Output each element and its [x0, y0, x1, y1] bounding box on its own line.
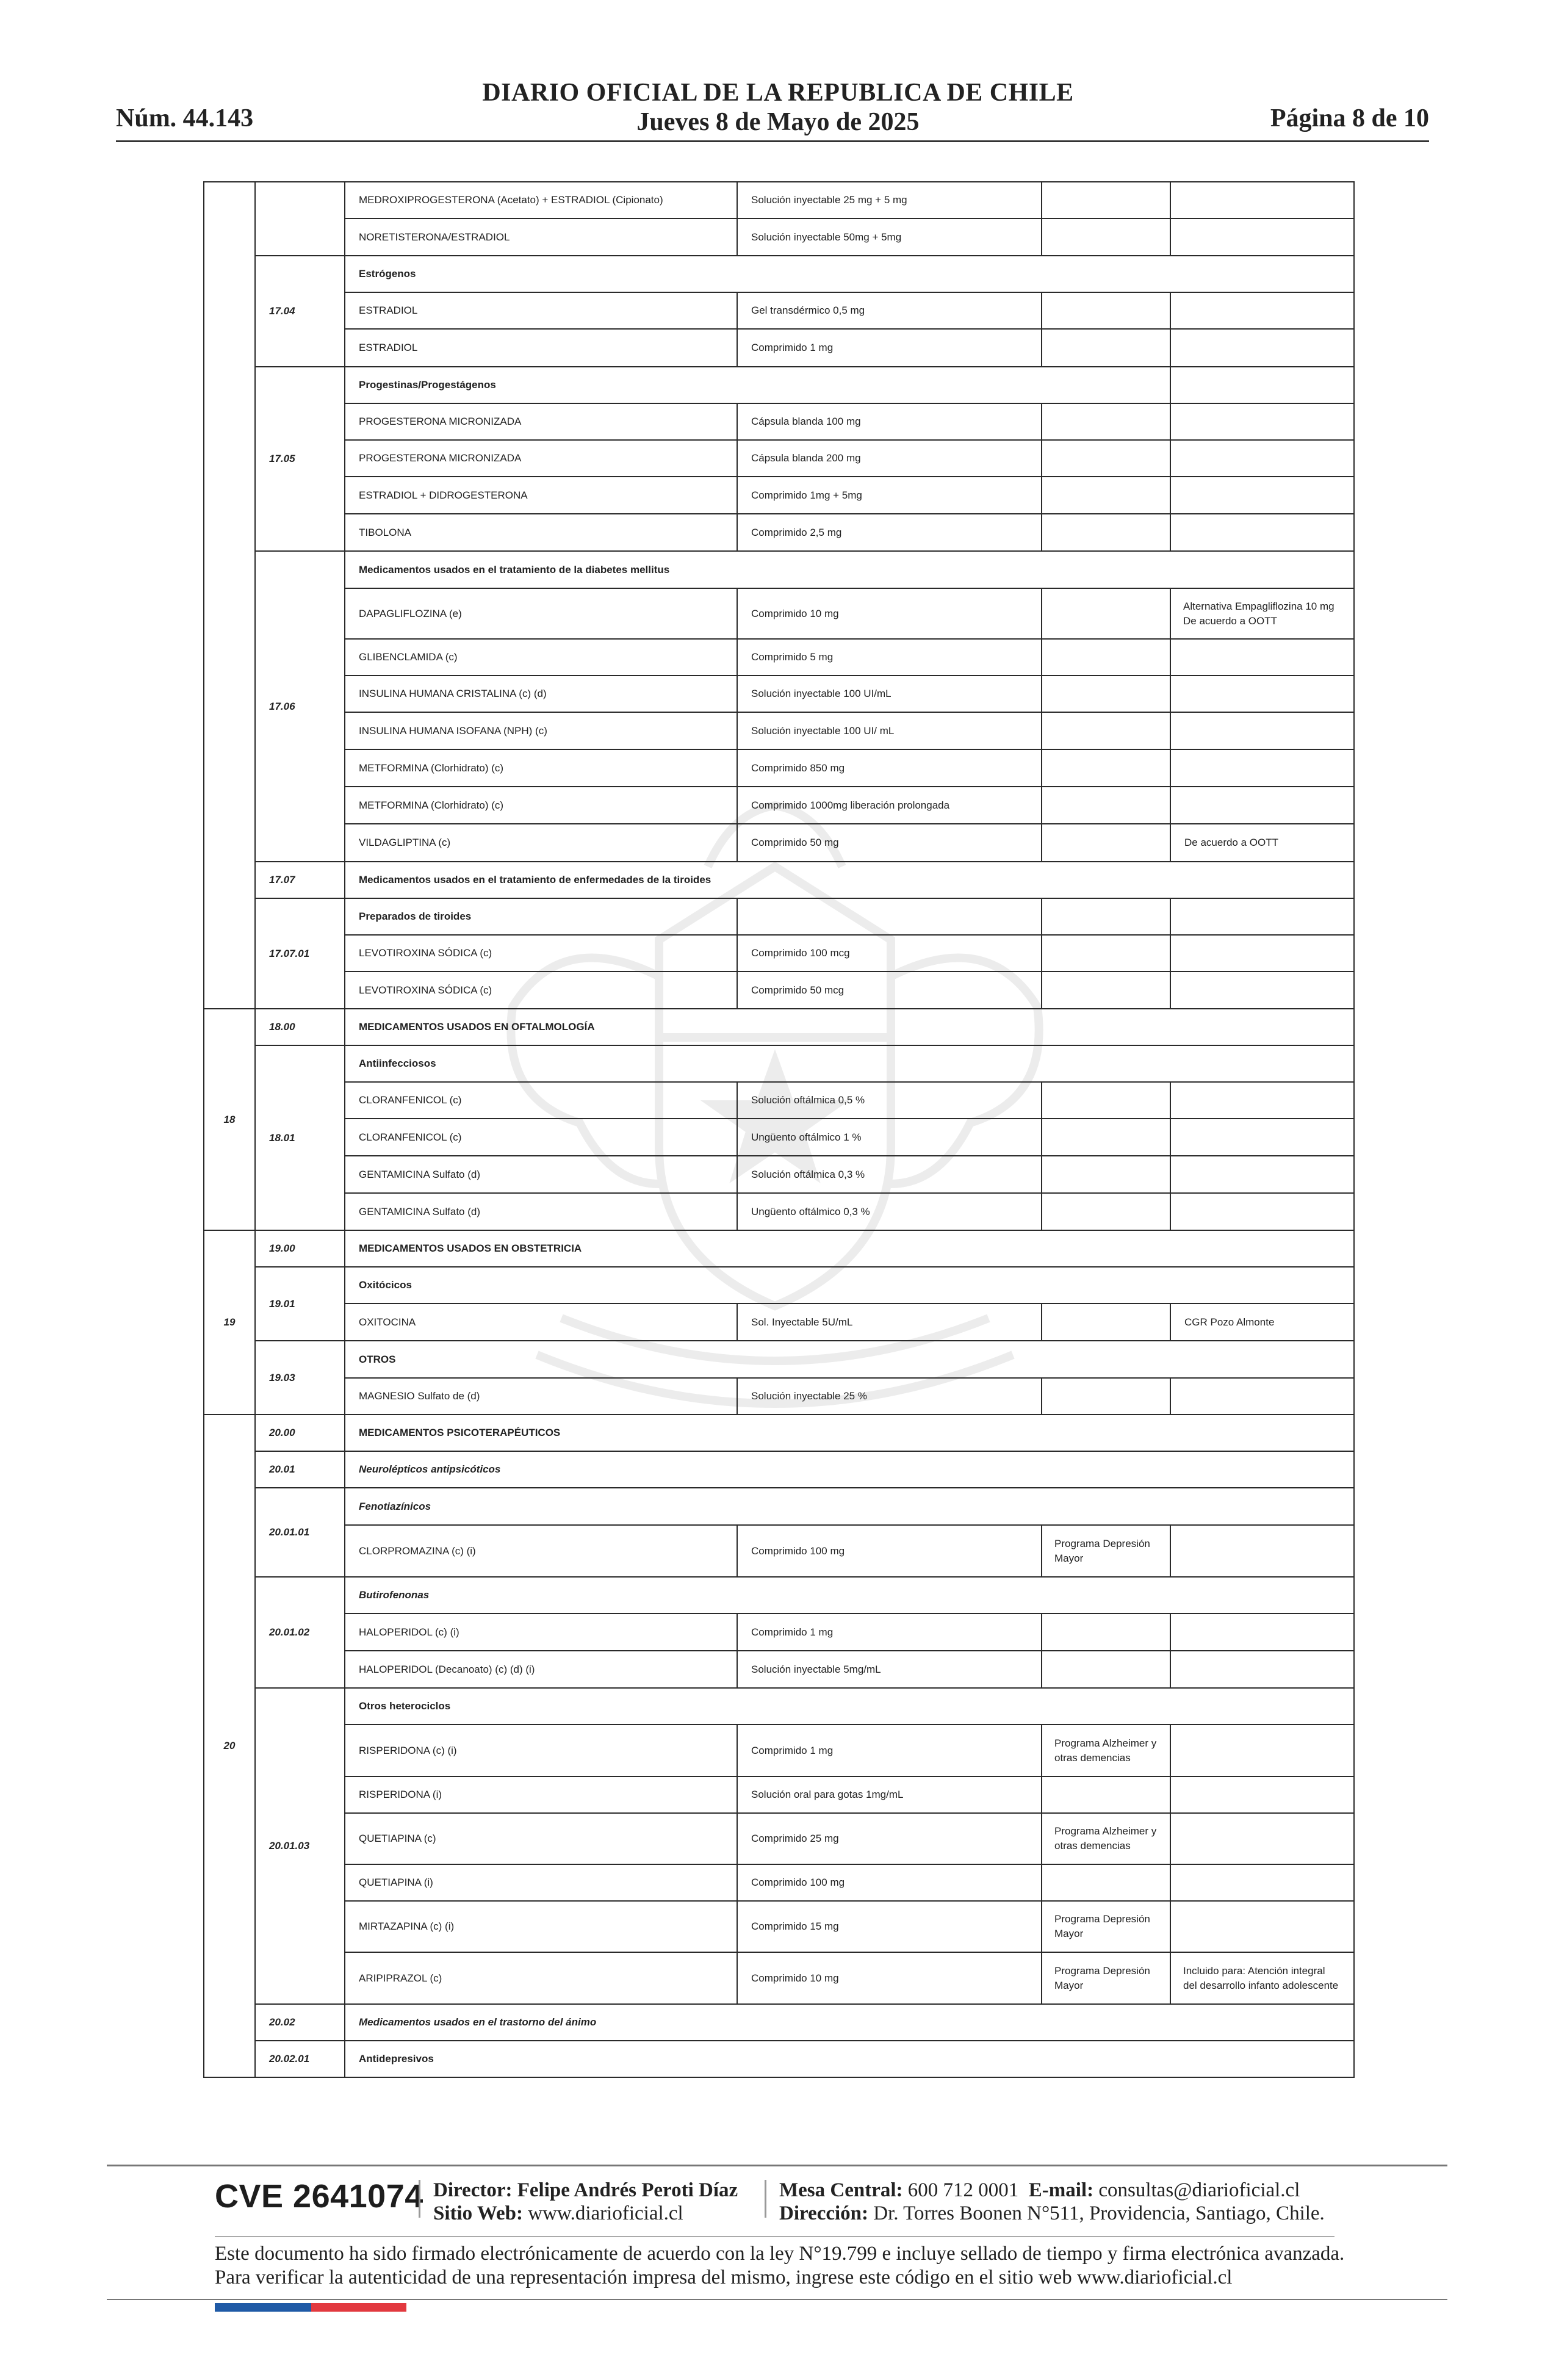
program-cell [1041, 1650, 1171, 1689]
code-cell: 17.07 [254, 861, 345, 899]
drug-form-cell [737, 898, 1042, 936]
drug-name-cell: QUETIAPINA (c) [344, 1812, 738, 1865]
drug-form-cell: Ungüento oftálmico 1 % [737, 1118, 1042, 1156]
program-cell [1041, 403, 1171, 441]
note-cell [1170, 971, 1355, 1009]
code-cell: 17.07.01 [254, 898, 345, 1009]
program-cell [1041, 675, 1171, 713]
code-cell: 17.04 [254, 255, 345, 367]
code-cell: 20.02.01 [254, 2040, 345, 2078]
note-cell [1170, 898, 1355, 936]
drug-name-cell: CLORANFENICOL (c) [344, 1081, 738, 1119]
flag-bar-blue [215, 2303, 311, 2312]
section-header-cell: Progestinas/Progestágenos [344, 366, 1171, 404]
drug-name-cell: CLORANFENICOL (c) [344, 1118, 738, 1156]
drug-name-cell: LEVOTIROXINA SÓDICA (c) [344, 934, 738, 972]
drug-form-cell: Solución inyectable 25 mg + 5 mg [737, 181, 1042, 219]
drug-name-cell: HALOPERIDOL (Decanoato) (c) (d) (i) [344, 1650, 738, 1689]
flag-bar-red [311, 2303, 406, 2312]
code-cell: 20.01.02 [254, 1576, 345, 1689]
drug-name-cell: RISPERIDONA (i) [344, 1776, 738, 1814]
drug-name-cell: MEDROXIPROGESTERONA (Acetato) + ESTRADIOL (Cipionato) [344, 181, 738, 219]
program-cell [1041, 1377, 1171, 1415]
code-cell: 19.01 [254, 1266, 345, 1341]
newspaper-title: DIARIO OFICIAL DE LA REPUBLICA DE CHILE [482, 79, 1074, 107]
note-cell [1170, 749, 1355, 787]
drug-name-cell: OXITOCINA [344, 1303, 738, 1341]
drug-name-cell: INSULINA HUMANA CRISTALINA (c) (d) [344, 675, 738, 713]
drug-form-cell: Comprimido 2,5 mg [737, 513, 1042, 552]
website-link[interactable]: www.diarioficial.cl [528, 2202, 683, 2224]
program-cell: Programa Depresión Mayor [1041, 1952, 1171, 2005]
drug-name-cell: ESTRADIOL [344, 328, 738, 367]
issue-date: Jueves 8 de Mayo de 2025 [636, 108, 920, 136]
code-cell: 20.01 [254, 1451, 345, 1488]
program-cell [1041, 1776, 1171, 1814]
note-cell [1170, 712, 1355, 750]
director-label: Director: [433, 2179, 513, 2201]
drug-name-cell: RISPERIDONA (c) (i) [344, 1724, 738, 1777]
note-cell [1170, 638, 1355, 676]
program-cell [1041, 588, 1171, 640]
drug-name-cell: CLORPROMAZINA (c) (i) [344, 1524, 738, 1578]
program-cell [1041, 476, 1171, 514]
program-cell [1041, 749, 1171, 787]
program-cell [1041, 1192, 1171, 1231]
drug-name-cell: NORETISTERONA/ESTRADIOL [344, 218, 738, 256]
program-cell [1041, 1303, 1171, 1341]
drug-name-cell: HALOPERIDOL (c) (i) [344, 1613, 738, 1651]
drug-form-cell: Comprimido 850 mg [737, 749, 1042, 787]
drug-name-cell: GENTAMICINA Sulfato (d) [344, 1192, 738, 1231]
code-cell: 19.00 [254, 1230, 345, 1268]
drug-form-cell: Solución inyectable 100 UI/ mL [737, 712, 1042, 750]
drug-name-cell: VILDAGLIPTINA (c) [344, 823, 738, 862]
note-cell [1170, 218, 1355, 256]
note-cell [1170, 292, 1355, 330]
section-header-cell: MEDICAMENTOS USADOS EN OFTALMOLOGÍA [344, 1008, 1355, 1046]
section-header-cell: Medicamentos usados en el tratamiento de la diabetes mellitus [344, 550, 1355, 589]
program-cell [1041, 898, 1171, 936]
drug-name-cell: INSULINA HUMANA ISOFANA (NPH) (c) [344, 712, 738, 750]
program-cell [1041, 638, 1171, 676]
footer-divider [107, 2299, 1447, 2300]
note-cell [1170, 934, 1355, 972]
note-cell [1170, 403, 1355, 441]
drug-name-cell: ESTRADIOL [344, 292, 738, 330]
phone-value: 600 712 0001 [907, 2179, 1019, 2201]
note-cell [1170, 328, 1355, 367]
note-cell [1170, 513, 1355, 552]
note-cell: De acuerdo a OOTT [1170, 823, 1355, 862]
note-cell [1170, 366, 1355, 404]
drug-name-cell: GLIBENCLAMIDA (c) [344, 638, 738, 676]
drug-name-cell: PROGESTERONA MICRONIZADA [344, 403, 738, 441]
section-header-cell: MEDICAMENTOS USADOS EN OBSTETRICIA [344, 1230, 1355, 1268]
drug-form-cell: Solución inyectable 25 % [737, 1377, 1042, 1415]
drug-form-cell: Comprimido 1mg + 5mg [737, 476, 1042, 514]
drug-name-cell: ARIPIPRAZOL (c) [344, 1952, 738, 2005]
footer-divider [215, 2236, 1334, 2237]
section-header-cell: Otros heterociclos [344, 1687, 1355, 1725]
drug-form-cell: Ungüento oftálmico 0,3 % [737, 1192, 1042, 1231]
program-cell [1041, 292, 1171, 330]
drug-form-cell: Comprimido 15 mg [737, 1900, 1042, 1953]
note-cell: Alternativa Empagliflozina 10 mg De acuerdo a OOTT [1170, 588, 1355, 640]
drug-name-cell: METFORMINA (Clorhidrato) (c) [344, 749, 738, 787]
drug-name-cell: QUETIAPINA (i) [344, 1864, 738, 1902]
drug-form-cell: Solución oftálmica 0,5 % [737, 1081, 1042, 1119]
program-cell [1041, 513, 1171, 552]
program-cell [1041, 181, 1171, 219]
code-cell: 18.01 [254, 1045, 345, 1231]
note-cell [1170, 1900, 1355, 1953]
address-value: Dr. Torres Boonen N°511, Providencia, Santiago, Chile. [873, 2202, 1325, 2224]
footer-separator [765, 2180, 766, 2218]
note-cell [1170, 1524, 1355, 1578]
email-label: E-mail: [1028, 2179, 1094, 2201]
section-header-cell: Medicamentos usados en el tratamiento de enfermedades de la tiroides [344, 861, 1355, 899]
website-label: Sitio Web: [433, 2202, 524, 2224]
section-header-cell: Fenotiazínicos [344, 1487, 1355, 1526]
section-header-cell: OTROS [344, 1340, 1355, 1379]
section-header-cell: Oxitócicos [344, 1266, 1355, 1304]
program-cell: Programa Depresión Mayor [1041, 1900, 1171, 1953]
program-cell [1041, 1081, 1171, 1119]
program-cell: Programa Alzheimer y otras demencias [1041, 1812, 1171, 1865]
page-indicator: Página 8 de 10 [1270, 104, 1429, 132]
drug-form-cell: Solución inyectable 5mg/mL [737, 1650, 1042, 1689]
director-block [433, 2179, 738, 2225]
code-cell: 20.01.01 [254, 1487, 345, 1578]
section-header-cell: Antiinfecciosos [344, 1045, 1355, 1083]
drug-form-cell: Comprimido 10 mg [737, 588, 1042, 640]
drug-form-cell: Comprimido 1000mg liberación prolongada [737, 786, 1042, 824]
cve-code: CVE 2641074 [215, 2178, 423, 2215]
drug-name-cell: MAGNESIO Sulfato de (d) [344, 1377, 738, 1415]
drug-form-cell: Comprimido 50 mcg [737, 971, 1042, 1009]
drug-form-cell: Comprimido 10 mg [737, 1952, 1042, 2005]
program-cell [1041, 823, 1171, 862]
note-cell [1170, 1192, 1355, 1231]
note-cell [1170, 476, 1355, 514]
group-cell-18: 18 [203, 1008, 256, 1231]
program-cell [1041, 439, 1171, 477]
program-cell [1041, 712, 1171, 750]
note-cell [1170, 1377, 1355, 1415]
program-cell [1041, 328, 1171, 367]
note-cell: CGR Pozo Almonte [1170, 1303, 1355, 1341]
program-cell: Programa Alzheimer y otras demencias [1041, 1724, 1171, 1777]
drug-form-cell: Comprimido 1 mg [737, 1724, 1042, 1777]
section-header-cell: Medicamentos usados en el trastorno del ánimo [344, 2003, 1355, 2041]
group-cell-19: 19 [203, 1230, 256, 1415]
code-cell: 19.03 [254, 1340, 345, 1415]
program-cell: Programa Depresión Mayor [1041, 1524, 1171, 1578]
drug-form-cell: Comprimido 100 mg [737, 1524, 1042, 1578]
note-cell [1170, 786, 1355, 824]
address-label: Dirección: [779, 2202, 869, 2224]
note-cell [1170, 1864, 1355, 1902]
program-cell [1041, 1118, 1171, 1156]
group-cell-20: 20 [203, 1414, 256, 2078]
code-cell-blank [254, 181, 345, 256]
program-cell [1041, 1864, 1171, 1902]
program-cell [1041, 786, 1171, 824]
contact-block [779, 2179, 1325, 2225]
phone-label: Mesa Central: [779, 2179, 903, 2201]
program-cell [1041, 1155, 1171, 1194]
director-name: Felipe Andrés Peroti Díaz [517, 2179, 738, 2201]
code-cell: 20.02 [254, 2003, 345, 2041]
drug-form-cell: Comprimido 1 mg [737, 328, 1042, 367]
footer-separator [419, 2180, 420, 2218]
drug-form-cell: Solución oftálmica 0,3 % [737, 1155, 1042, 1194]
drug-form-cell: Cápsula blanda 100 mg [737, 403, 1042, 441]
section-header-cell: Estrógenos [344, 255, 1355, 293]
code-cell: 20.00 [254, 1414, 345, 1452]
drug-form-cell: Comprimido 25 mg [737, 1812, 1042, 1865]
drug-form-cell: Comprimido 100 mcg [737, 934, 1042, 972]
issue-number: Núm. 44.143 [116, 104, 254, 132]
drug-form-cell: Comprimido 5 mg [737, 638, 1042, 676]
program-cell [1041, 971, 1171, 1009]
drug-form-cell: Solución inyectable 100 UI/mL [737, 675, 1042, 713]
section-header-cell: Antidepresivos [344, 2040, 1355, 2078]
note-cell [1170, 1155, 1355, 1194]
drug-form-cell: Comprimido 100 mg [737, 1864, 1042, 1902]
code-cell: 18.00 [254, 1008, 345, 1046]
section-header-cell: MEDICAMENTOS PSICOTERAPÉUTICOS [344, 1414, 1355, 1452]
note-cell [1170, 1650, 1355, 1689]
group-cell-17 [203, 181, 256, 1009]
note-cell [1170, 1118, 1355, 1156]
drug-name-cell: GENTAMICINA Sulfato (d) [344, 1155, 738, 1194]
drug-name-cell: METFORMINA (Clorhidrato) (c) [344, 786, 738, 824]
drug-name-cell: DAPAGLIFLOZINA (e) [344, 588, 738, 640]
drug-name-cell: MIRTAZAPINA (c) (i) [344, 1900, 738, 1953]
drug-name-cell: ESTRADIOL + DIDROGESTERONA [344, 476, 738, 514]
section-header-cell: Preparados de tiroides [344, 898, 738, 936]
drug-form-cell: Comprimido 1 mg [737, 1613, 1042, 1651]
program-cell [1041, 218, 1171, 256]
drug-name-cell: PROGESTERONA MICRONIZADA [344, 439, 738, 477]
note-cell [1170, 1724, 1355, 1777]
email-link[interactable]: consultas@diarioficial.cl [1098, 2179, 1300, 2201]
drug-form-cell: Solución oral para gotas 1mg/mL [737, 1776, 1042, 1814]
program-cell [1041, 934, 1171, 972]
drug-form-cell: Sol. Inyectable 5U/mL [737, 1303, 1042, 1341]
drug-name-cell: LEVOTIROXINA SÓDICA (c) [344, 971, 738, 1009]
note-cell [1170, 675, 1355, 713]
note-cell [1170, 439, 1355, 477]
note-cell [1170, 1776, 1355, 1814]
note-cell [1170, 1081, 1355, 1119]
drug-form-cell: Comprimido 50 mg [737, 823, 1042, 862]
code-cell: 20.01.03 [254, 1687, 345, 2005]
code-cell: 17.05 [254, 366, 345, 552]
section-header-cell: Butirofenonas [344, 1576, 1355, 1614]
note-cell [1170, 1812, 1355, 1865]
footer-divider [107, 2165, 1447, 2166]
code-cell: 17.06 [254, 550, 345, 862]
drug-form-cell: Solución inyectable 50mg + 5mg [737, 218, 1042, 256]
section-header-cell: Neurolépticos antipsicóticos [344, 1451, 1355, 1488]
drug-form-cell: Cápsula blanda 200 mg [737, 439, 1042, 477]
drug-form-cell: Gel transdérmico 0,5 mg [737, 292, 1042, 330]
note-cell: Incluido para: Atención integral del desarrollo infanto adolescente [1170, 1952, 1355, 2005]
legal-note: Este documento ha sido firmado electrónicamente de acuerdo con la ley N°19.799 e incluye sellado de tiempo y firma electrónica avanzada. Para verificar la autenticidad de una representación impresa del mismo, ingrese este código en el sitio web www.diarioficial.cl [215, 2243, 1345, 2288]
note-cell [1170, 1613, 1355, 1651]
drug-name-cell: TIBOLONA [344, 513, 738, 552]
note-cell [1170, 181, 1355, 219]
program-cell [1041, 1613, 1171, 1651]
